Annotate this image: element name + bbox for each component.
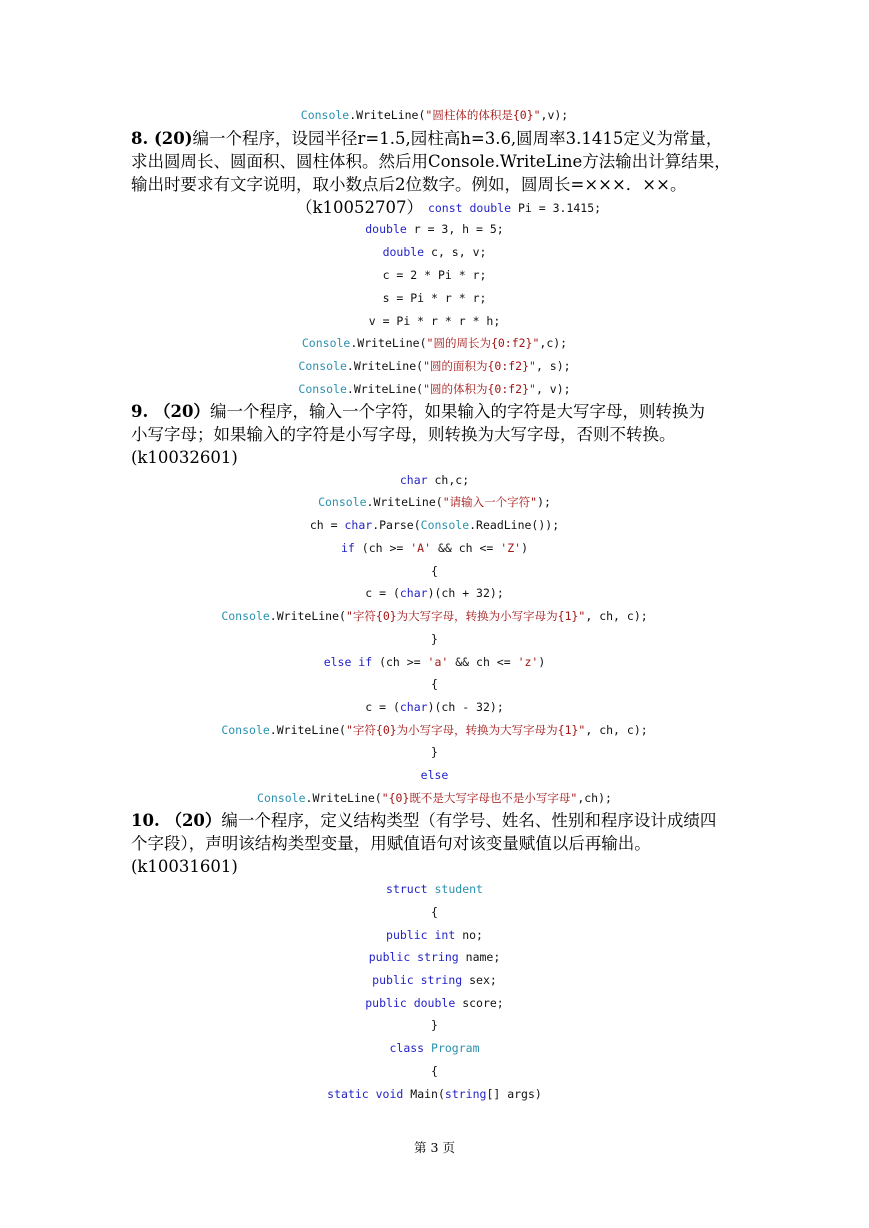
code-line: c = (char)(ch + 32); xyxy=(365,586,504,600)
code-line: public string name; xyxy=(368,950,501,964)
code-line: public int no; xyxy=(386,928,483,942)
code-line: s = Pi * r * r; xyxy=(382,291,487,305)
page-number: 第 3 页 xyxy=(414,1140,455,1155)
code-line: { xyxy=(431,677,438,691)
code-line: if (ch >= 'A' && ch <= 'Z') xyxy=(341,541,528,555)
code-line: Console.WriteLine("字符{0}为大写字母，转换为小写字母为{1}", ch, c); xyxy=(221,609,648,623)
code-line: c = 2 * Pi * r; xyxy=(382,268,487,282)
code-line: Console.WriteLine("请输入一个字符"); xyxy=(318,495,551,509)
code-line: { xyxy=(431,1064,438,1078)
code-line: c = (char)(ch - 32); xyxy=(365,700,504,714)
code-line: const double Pi = 3.1415; xyxy=(427,201,602,215)
code-line: Console.WriteLine("圆的周长为{0:f2}",c); xyxy=(301,336,568,350)
code-line: double r = 3, h = 5; xyxy=(365,222,504,236)
code-line: double c, s, v; xyxy=(382,245,487,259)
code-line: { xyxy=(431,905,438,919)
code-line: struct student xyxy=(386,882,483,896)
code-line: else if (ch >= 'a' && ch <= 'z') xyxy=(323,655,546,669)
question-number: 9. （20） xyxy=(131,402,210,421)
question-10-text: 10. （20）编一个程序，定义结构类型（有学号、姓名、性别和程序设计成绩四 个字段），声明该结构类型变量，用赋值语句对该变量赋值以后再输出。 (k10031601) xyxy=(131,811,717,876)
code-line: { xyxy=(431,564,438,578)
code-line: Console.WriteLine("{0}既不是大写字母也不是小写字母",ch); xyxy=(257,791,612,805)
code-line: Console.WriteLine("圆柱体的体积是{0}",v); xyxy=(300,108,569,122)
code-line: Console.WriteLine("圆的体积为{0:f2}", v); xyxy=(298,382,571,396)
code-line: class Program xyxy=(389,1041,480,1055)
code-line: Console.WriteLine("圆的面积为{0:f2}", s); xyxy=(298,359,571,373)
question-8-id: （k10052707） xyxy=(296,198,423,217)
code-line: } xyxy=(431,632,438,646)
code-line: ch = char.Parse(Console.ReadLine()); xyxy=(309,518,560,532)
code-line: } xyxy=(431,745,438,759)
code-line: } xyxy=(431,1018,438,1032)
code-line: static void Main(string[] args) xyxy=(327,1087,542,1101)
code-line: public double score; xyxy=(365,996,504,1010)
question-number: 8. (20) xyxy=(131,129,193,148)
question-9-text: 9. （20）编一个程序，输入一个字符，如果输入的字符是大写字母，则转换为 小写字母；如果输入的字符是小写字母，则转换为大写字母，否则不转换。 (k10032601) xyxy=(131,402,705,467)
code-line: else xyxy=(420,768,449,782)
code-line: public string sex; xyxy=(372,973,497,987)
question-8-text: 8. (20)编一个程序，设园半径r=1.5,园柱高h=3.6,圆周率3.1415定义为常量， 求出圆周长、圆面积、圆柱体积。然后用Console.WriteLine方法输出计算结果， 输出时要求有文字说明，取小数点后2位数字。例如，圆周长=×××．××。 xyxy=(131,129,731,194)
code-line: Console.WriteLine("字符{0}为小写字母，转换为大写字母为{1}", ch, c); xyxy=(221,723,648,737)
code-line: v = Pi * r * r * h; xyxy=(368,314,501,328)
code-line: char ch,c; xyxy=(399,473,470,487)
question-number: 10. （20） xyxy=(131,811,222,830)
